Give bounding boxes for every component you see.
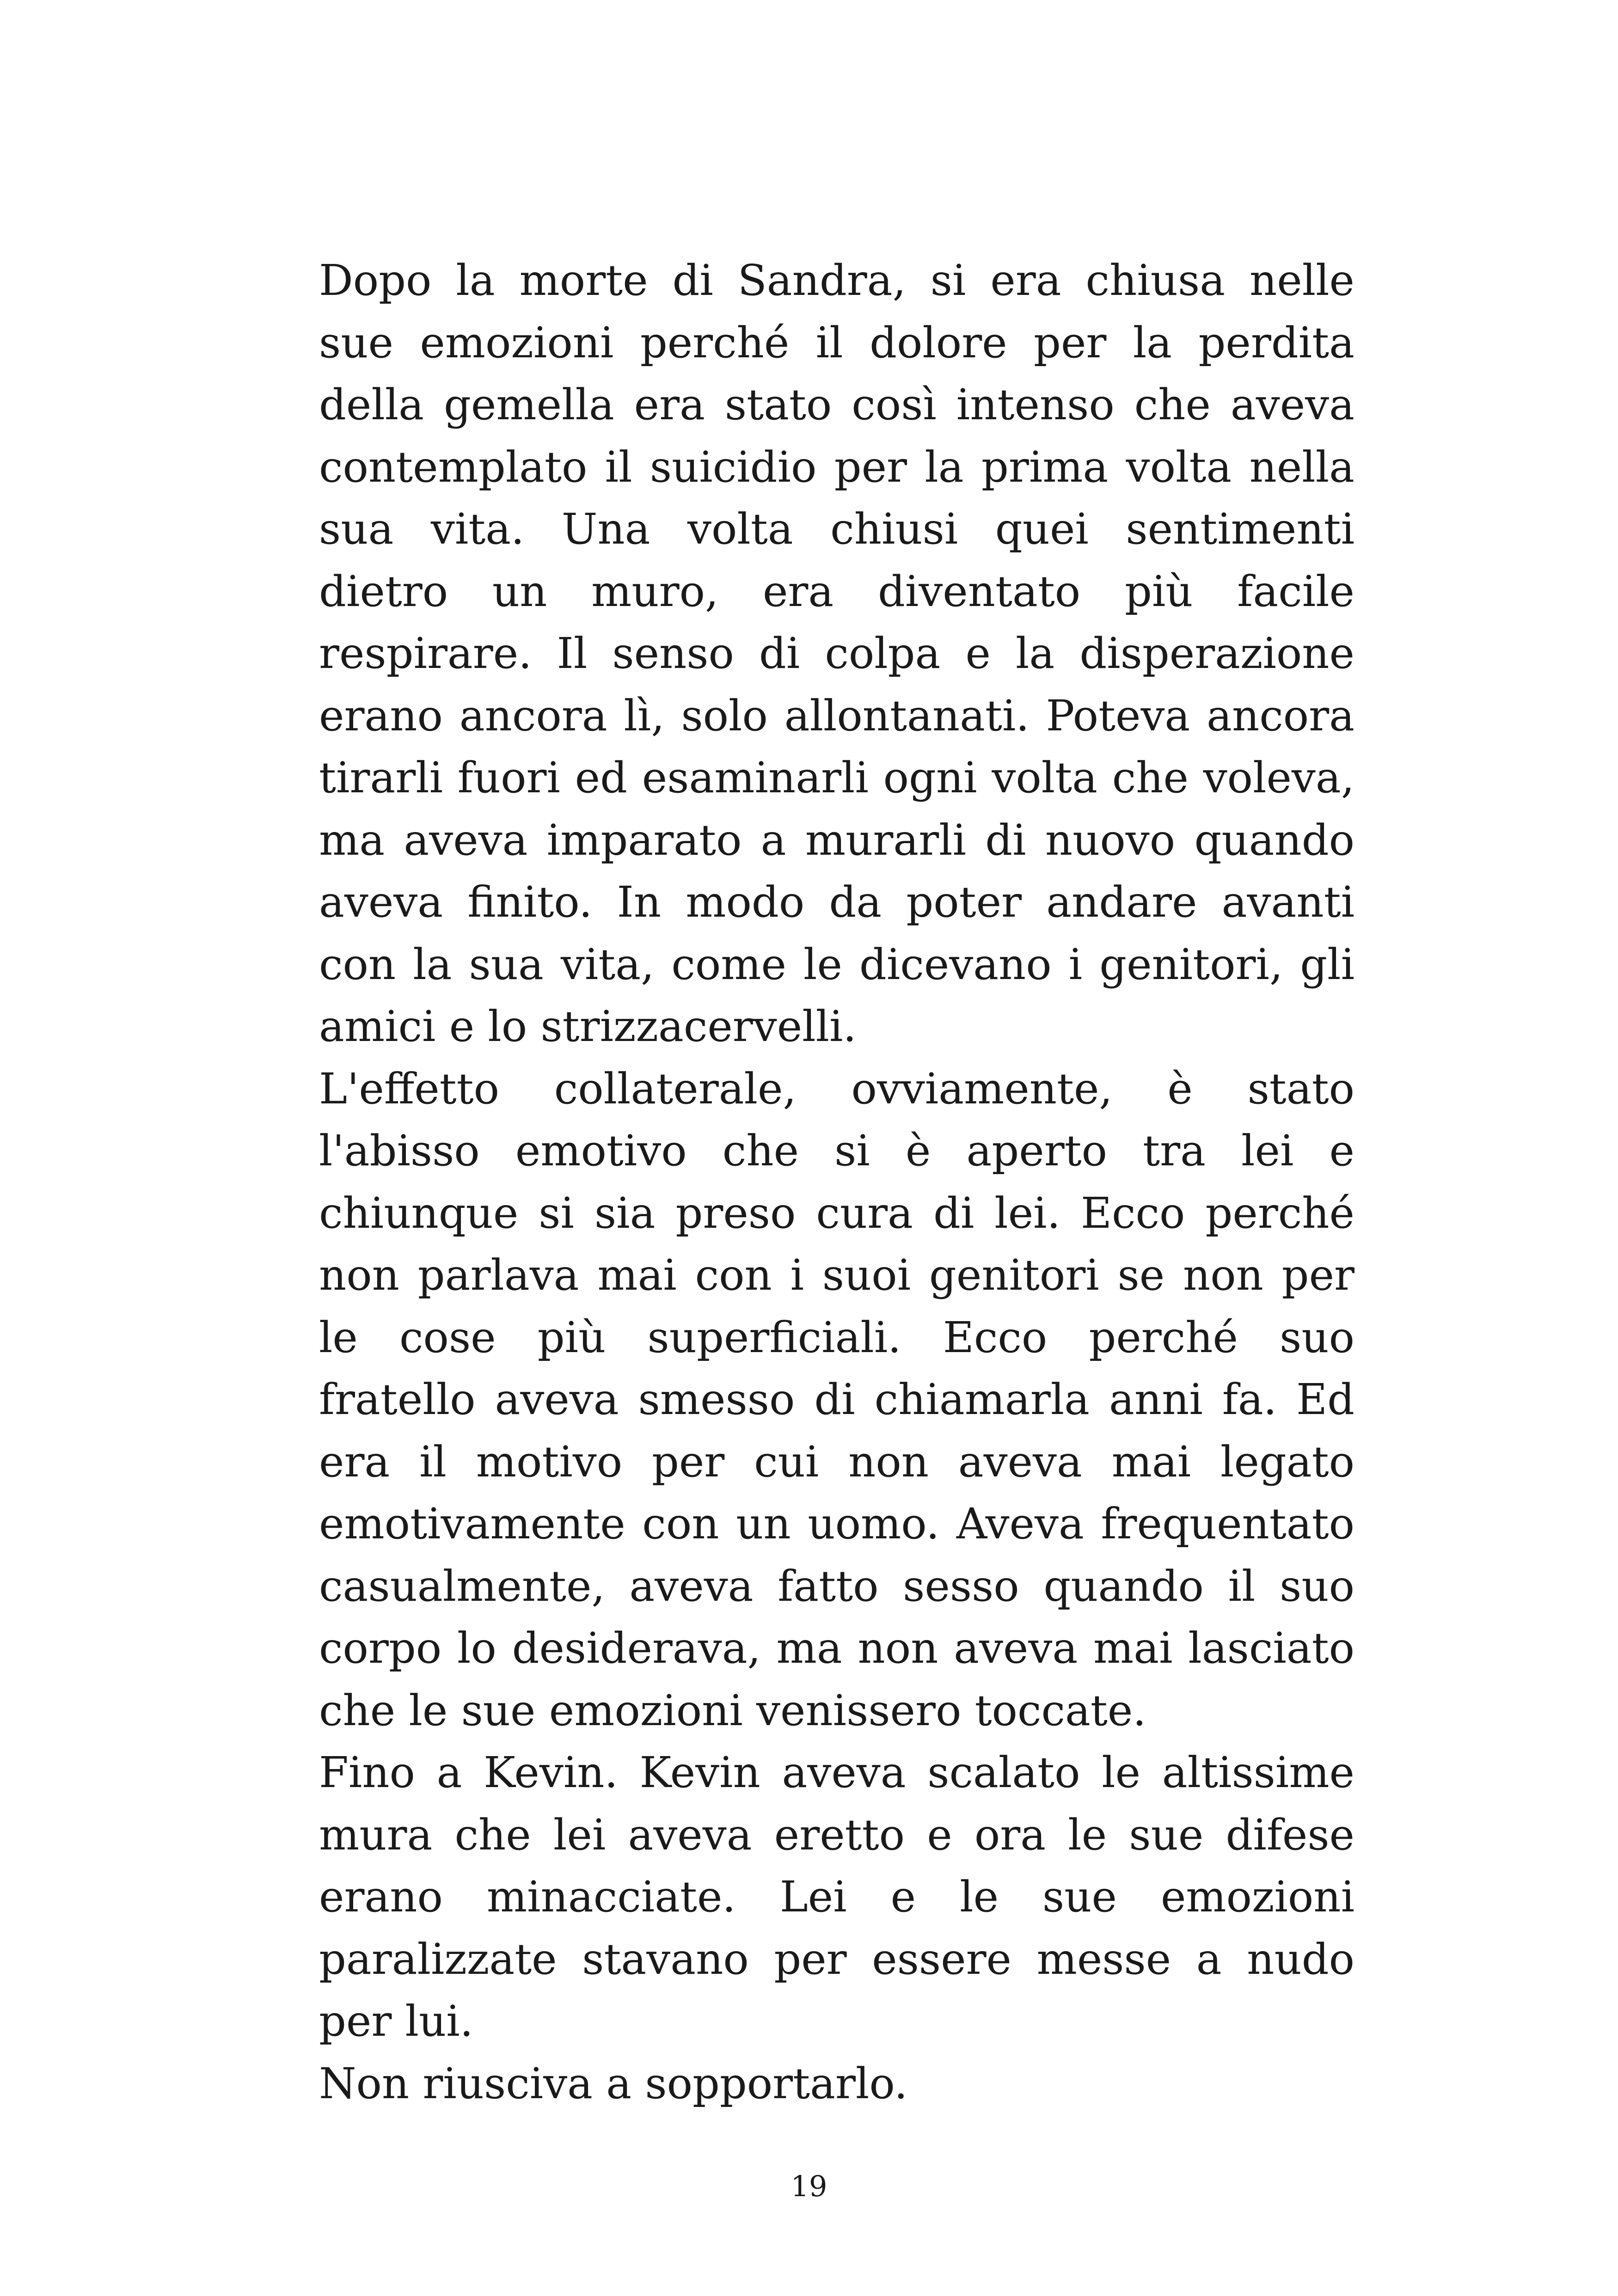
page-number: 19 bbox=[791, 2169, 827, 2203]
paragraph-2: L'effetto collaterale, ovviamente, è stato l'abisso emotivo che si è aperto tra lei e chiunque si sia preso cura di lei. Ecco perché non parlava mai con i suoi genitori se non per le cose più superficiali. Ecco perché suo fratello aveva smesso di chiamarla anni fa. Ed era il motivo per cui non aveva mai legato emotivamente con un uomo. Aveva frequentato casualmente, aveva fatto sesso quando il suo corpo lo desiderava, ma non aveva mai lasciato che le sue emozioni venissero toccate. bbox=[319, 1064, 1354, 1735]
paragraph-1: Dopo la morte di Sandra, si era chiusa nelle sue emozioni perché il dolore per la perdita della gemella era stato così intenso che aveva contemplato il suicidio per la prima volta nella sua vita. Una volta chiusi quei sentimenti dietro un muro, era diventato più facile respirare. Il senso di colpa e la disperazione erano ancora lì, solo allontanati. Poteva ancora tirarli fuori ed esaminarli ogni volta che voleva, ma aveva imparato a murarli di nuovo quando aveva finito. In modo da poter andare avanti con la sua vita, come le dicevano i genitori, gli amici e lo strizzacervelli. bbox=[319, 256, 1354, 1051]
body-text bbox=[319, 250, 1354, 2115]
paragraph-3: Fino a Kevin. Kevin aveva scalato le altissime mura che lei aveva eretto e ora le sue difese erano minacciate. Lei e le sue emozioni paralizzate stavano per essere messe a nudo per lui. bbox=[319, 1748, 1354, 2046]
paragraph-4: Non riusciva a sopportarlo. bbox=[319, 2058, 908, 2108]
